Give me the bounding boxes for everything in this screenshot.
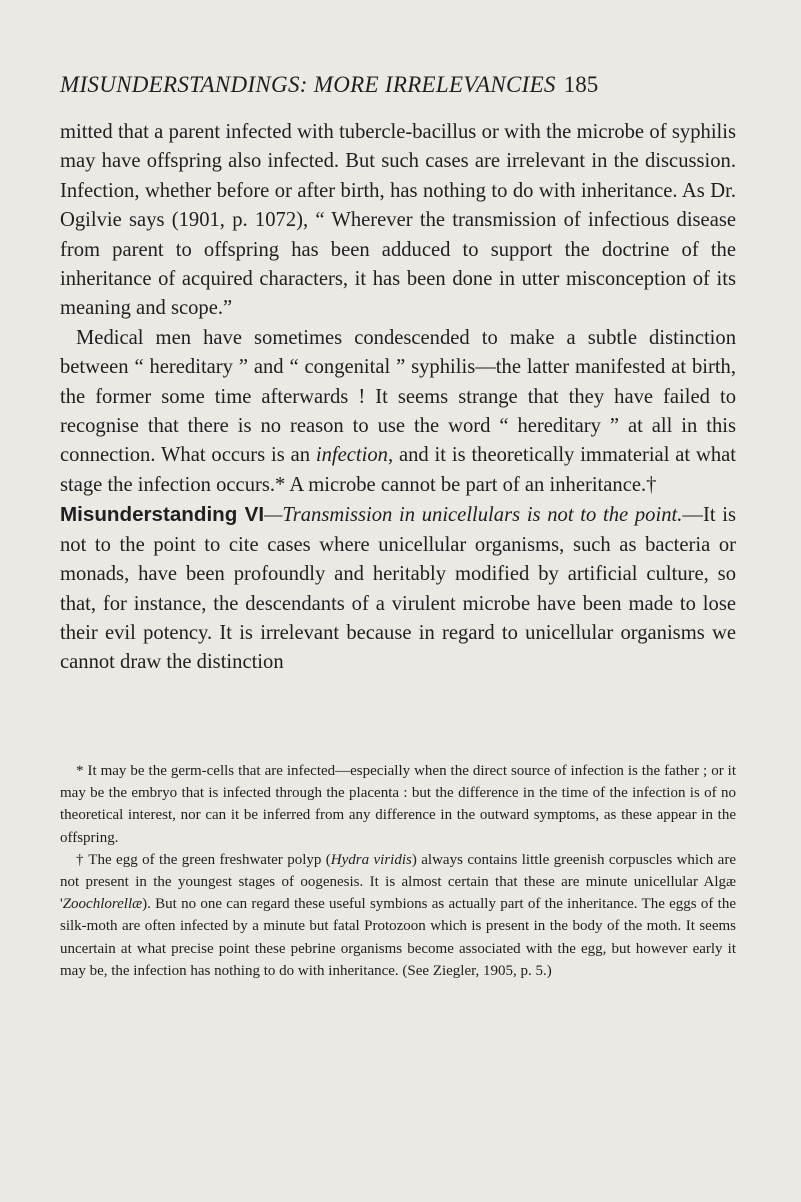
paragraph-3-text: —It is not to the point to cite cases where unicellular organisms, such as bacteria or monads, have been profoundly and heritably modified by artificial culture, so that, for instance, the descendants of a virulent microbe have been made to lose their evil potency. It is irrelevant because in regard to unicellular organisms we cannot draw the distinction bbox=[60, 504, 736, 674]
footnote-asterisk: * It may be the germ-cells that are infected—especially when the direct source of infection is the father ; or it may be the embryo that is infected through the placenta : but the difference in the time of the infection is of no theoretical interest, nor can it be inferred from any difference in the outward symptoms, as these appear in the offspring. bbox=[60, 763, 736, 846]
paragraph-2 bbox=[60, 324, 736, 500]
section-heading: Misunderstanding VI bbox=[60, 503, 265, 527]
footnotes bbox=[60, 760, 736, 982]
footnote-dagger-text-b: ) always contains little greenish corpuscles which are not present in the youngest stages of oogenesis. It is almost certain that these are minute unicellular Algæ ' bbox=[60, 851, 736, 913]
running-head bbox=[60, 70, 736, 100]
body-text bbox=[60, 118, 736, 678]
paragraph-2-text-a: Medical men have sometimes condescended to make a subtle distinction between “ hereditary ” and “ congenital ” syphilis—the latter manifested at birth, the former some time afterwards ! It seems strange that they have failed to recognise that there is no reason to use the word “ hereditary ” at all in this connection. What occurs is an bbox=[60, 326, 736, 467]
species-name: Hydra viridis bbox=[330, 851, 412, 868]
page-number: 185 bbox=[563, 72, 599, 97]
section-title: —Transmission in unicellulars is not to the point. bbox=[264, 504, 683, 527]
infection-emphasis: infection, bbox=[315, 444, 394, 467]
paragraph-2-text-b: and it is theoretically immaterial at what stage the infection occurs.* A microbe cannot be part of an inheritance.† bbox=[60, 444, 737, 496]
footnote-dagger-text-c: ). But no one can regard these useful symbions as actually part of the inheritance. The eggs of the silk-moth are often infected by a minute but fatal Protozoon which is present in the body of the moth. It seems uncertain at what precise point these pebrine organisms become associated with the egg, but however early it may be, the infection has nothing to do with inheritance. (See Ziegler, 1905, p. 5.) bbox=[60, 896, 736, 979]
footnote-dagger-text-a: † The egg of the green freshwater polyp ( bbox=[76, 851, 331, 868]
paragraph-1: mitted that a parent infected with tubercle-bacillus or with the microbe of syphilis may have offspring also infected. But such cases are irrelevant in the discussion. Infection, whether before or after birth, has nothing to do with inheritance. As Dr. Ogilvie says (1901, p. 1072), “ Wherever the transmission of infectious disease from parent to offspring has been adduced to support the doctrine of the inheritance of acquired characters, it has been done in utter misconception of its meaning and scope.” bbox=[60, 121, 736, 320]
paragraph-3 bbox=[60, 500, 736, 677]
genus-name: Zoochlorellæ bbox=[62, 896, 143, 913]
footnote-dagger bbox=[60, 849, 736, 982]
running-title: MISUNDERSTANDINGS: MORE IRRELEVANCIES bbox=[60, 72, 556, 97]
